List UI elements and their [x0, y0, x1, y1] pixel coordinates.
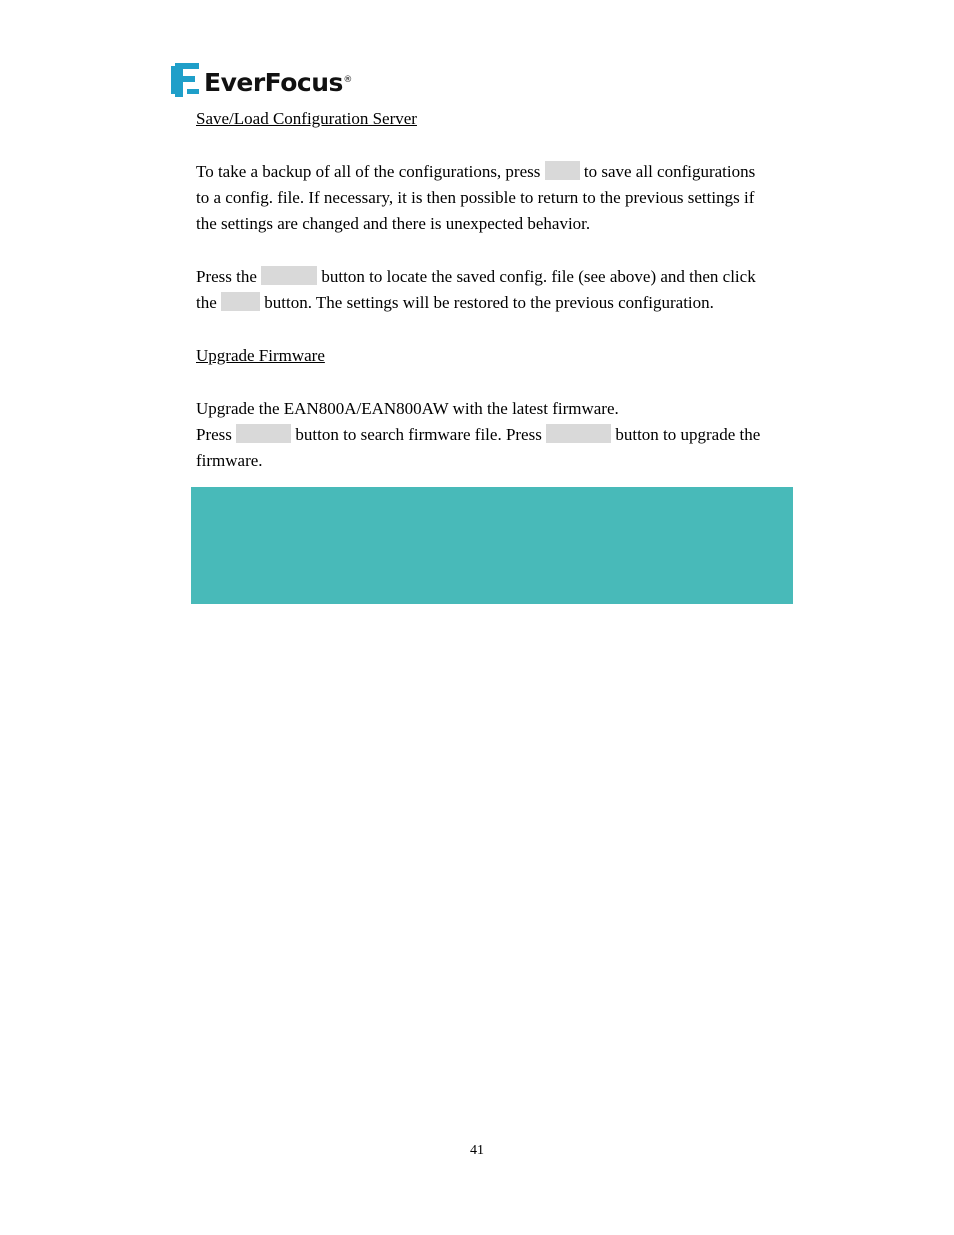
text-run: Press the — [196, 267, 257, 286]
section-heading-save-load: Save/Load Configuration Server — [196, 109, 417, 128]
text-line: firmware. — [196, 451, 263, 470]
browse-firmware-button-placeholder[interactable] — [236, 424, 291, 443]
upgrade-button-placeholder[interactable] — [546, 424, 611, 443]
text-line — [196, 264, 796, 290]
text-run: To take a backup of all of the configurations, press — [196, 162, 541, 181]
text-run: button to upgrade the — [615, 425, 761, 444]
text-run: button to locate the saved config. file (see above) and then click — [321, 267, 756, 286]
paragraph-upgrade — [196, 396, 796, 474]
logo-wordmark: EverFocus ® — [204, 68, 352, 97]
firmware-screenshot-panel — [191, 487, 793, 604]
text-line — [196, 290, 796, 316]
text-run: Press — [196, 425, 232, 444]
load-button-placeholder[interactable] — [221, 292, 260, 311]
section-heading-upgrade-firmware: Upgrade Firmware — [196, 346, 325, 365]
text-run: to save all configurations — [583, 162, 756, 181]
everfocus-logo — [171, 61, 352, 97]
text-line: Upgrade the EAN800A/EAN800AW with the latest firmware. — [196, 399, 619, 418]
registered-mark: ® — [343, 75, 352, 85]
everfocus-logo-icon — [171, 63, 201, 97]
paragraph-backup — [196, 159, 796, 237]
text-run: button to search firmware file. Press — [295, 425, 542, 444]
text-line — [196, 422, 796, 448]
text-line — [196, 159, 796, 185]
text-run: button. The settings will be restored to the previous configuration. — [264, 293, 714, 312]
text-run: the — [196, 293, 217, 312]
browse-button-placeholder[interactable] — [261, 266, 317, 285]
page-number: 41 — [470, 1143, 484, 1158]
text-line: to a config. file. If necessary, it is then possible to return to the previous settings if — [196, 188, 755, 207]
paragraph-restore — [196, 264, 796, 316]
save-button-placeholder[interactable] — [545, 161, 580, 180]
text-line: the settings are changed and there is unexpected behavior. — [196, 214, 591, 233]
